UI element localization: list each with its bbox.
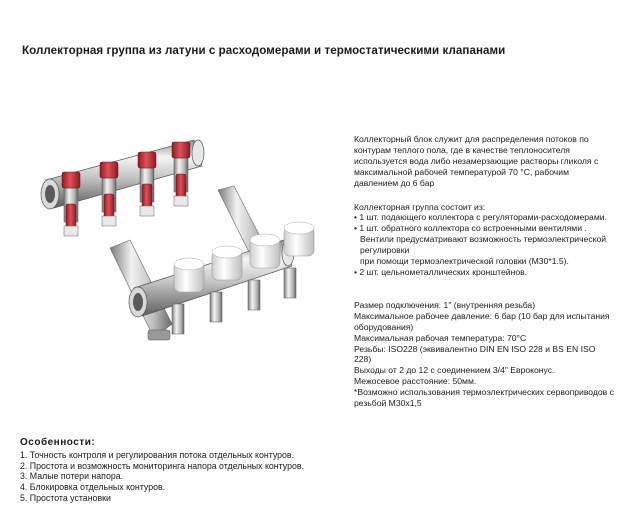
- page-title: Коллекторная группа из латуни с расходомерами и термостатическими клапанами: [22, 44, 506, 57]
- composition-list: [354, 212, 614, 277]
- spec-line: Размер подключения: 1" (внутренняя резьба): [354, 299, 536, 310]
- outlet-nozzle-3: [248, 280, 260, 310]
- list-item: Вентили предусматривают возможность термоэлектрической регулировки: [360, 234, 607, 256]
- spec-line: Максимальная рабочая температура: 70°С: [354, 332, 527, 343]
- outlet-nozzle-1: [172, 304, 184, 334]
- outlet-nozzle-2: [210, 292, 222, 322]
- spec-line: Резьбы: ISO228 (эквивалентно DIN EN ISO 228 и BS EN ISO 228): [354, 343, 596, 365]
- description-panel: [354, 134, 614, 409]
- list-item: при помощи термоэлектрической головки (M30*1.5).: [360, 256, 569, 267]
- composition-heading: Коллекторная группа состоит из:: [354, 201, 486, 212]
- list-item: 2. Простота и возможность мониторинга напора отдельных контуров.: [20, 460, 304, 471]
- manifold-illustration: [22, 128, 340, 354]
- specs-block: [354, 300, 614, 387]
- valve-cap-4: [284, 222, 314, 256]
- flowmeter-1: [62, 172, 80, 236]
- flowmeter-3: [138, 152, 156, 216]
- valve-cap-2: [212, 246, 242, 280]
- list-item: • 1 шт. обратного коллектора со встроенными вентилями .: [354, 223, 614, 234]
- flowmeter-2: [100, 162, 118, 226]
- outlet-nozzle-4: [284, 268, 296, 298]
- list-item: 4. Блокировка отдельных контуров.: [20, 482, 166, 493]
- list-item: • 1 шт. подающего коллектора с регуляторами-расходомерами.: [354, 212, 614, 223]
- list-item: 1. Точность контроля и регулирования потока отдельных контуров.: [20, 449, 295, 460]
- valve-cap-1: [174, 258, 204, 292]
- flowmeter-4: [172, 142, 190, 206]
- spec-line: Межосевое расстояние: 50мм.: [354, 376, 477, 387]
- spec-line: Выходы от 2 до 12 с соединением 3/4" Евроконус.: [354, 365, 555, 376]
- list-item: • 2 шт. цельнометаллических кронштейнов.: [354, 267, 614, 278]
- servo-note: *Возможно использования термоэлектрических сервоприводов с резьбой M30x1,5: [354, 387, 614, 409]
- spec-line: Максимальное рабочее давление: 6 бар (10 бар для испытания оборудования): [354, 310, 610, 332]
- valve-cap-3: [250, 234, 280, 268]
- description-intro: Коллекторный блок служит для распределения потоков по контурам теплого пола, где в качестве теплоносителя используется вода либо незамерзающие растворы гликоля с максимальной рабочей температурой 70 °С, рабочим давлением до 6 бар: [354, 134, 599, 188]
- features-heading: Особенности:: [20, 437, 96, 448]
- list-item: 3. Малые потери напора.: [20, 471, 124, 482]
- features-section: [20, 438, 420, 504]
- list-item: 5. Простота установки: [20, 492, 111, 503]
- features-list: [20, 450, 420, 504]
